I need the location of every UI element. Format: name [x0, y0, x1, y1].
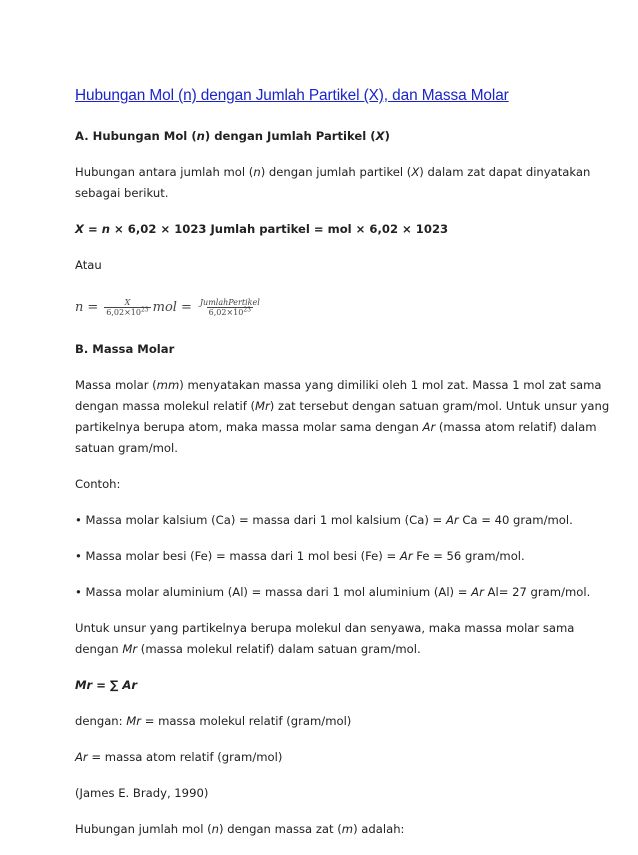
contoh-label: Contoh:	[75, 477, 121, 491]
math-equals-2: =	[180, 299, 192, 315]
list-item: • Massa molar aluminium (Al) = massa dari 1 mol aluminium (Al) = Ar Al= 27 gram/mol.	[75, 585, 591, 599]
math-equation	[75, 291, 575, 323]
molecule-paragraph: Untuk unsur yang partikelnya berupa molekul dan senyawa, maka massa molar sama dengan Mr (massa molekul relatif) dalam satuan gram/mol.	[75, 621, 575, 656]
section-a-paragraph: Hubungan antara jumlah mol (n) dengan jumlah partikel (X) dalam zat dapat dinyatakan sebagai berikut.	[75, 165, 591, 200]
math-lhs: n	[75, 299, 84, 315]
section-a-heading: A. Hubungan Mol (n) dengan Jumlah Partikel (X)	[75, 129, 390, 143]
mr-definition: dengan: Mr = massa molekul relatif (gram/mol)	[75, 714, 352, 728]
math-mol: mol	[152, 299, 177, 315]
section-b-paragraph: Massa molar (mm) menyatakan massa yang dimiliki oleh 1 mol zat. Massa 1 mol zat sama dengan massa molekul relatif (Mr) zat tersebut dengan satuan gram/mol. Untuk unsur yang partikelnya berupa atom, maka massa molar sama dengan Ar (massa atom relatif) dalam satuan gram/mol.	[75, 378, 610, 455]
atau-text: Atau	[75, 258, 102, 272]
mr-formula: Mr = ∑ Ar	[75, 678, 138, 692]
citation: (James E. Brady, 1990)	[75, 786, 209, 800]
ar-definition: Ar = massa atom relatif (gram/mol)	[75, 750, 283, 764]
formula-mol-partikel: X = n × 6,02 × 1023 Jumlah partikel = mol × 6,02 × 1023	[75, 222, 449, 236]
list-item: • Massa molar besi (Fe) = massa dari 1 mol besi (Fe) = Ar Fe = 56 gram/mol.	[75, 549, 525, 563]
final-paragraph: Hubungan jumlah mol (n) dengan massa zat (m) adalah:	[75, 822, 405, 836]
section-b-heading: B. Massa Molar	[75, 342, 175, 356]
math-equals-1: =	[87, 299, 99, 315]
math-fraction-1: $\frac{X}{6,02\times 10^{23}}$	[106, 297, 149, 317]
document-page	[75, 86, 610, 855]
list-item: • Massa molar kalsium (Ca) = massa dari 1 mol kalsium (Ca) = Ar Ca = 40 gram/mol.	[75, 513, 573, 527]
article-title-link[interactable]: Hubungan Mol (n) dengan Jumlah Partikel (X), dan Massa Molar	[75, 87, 509, 104]
math-fraction-2: $\frac{\text{JumlahPertikel}}{6,02\times 10^{23}}$	[199, 297, 260, 317]
